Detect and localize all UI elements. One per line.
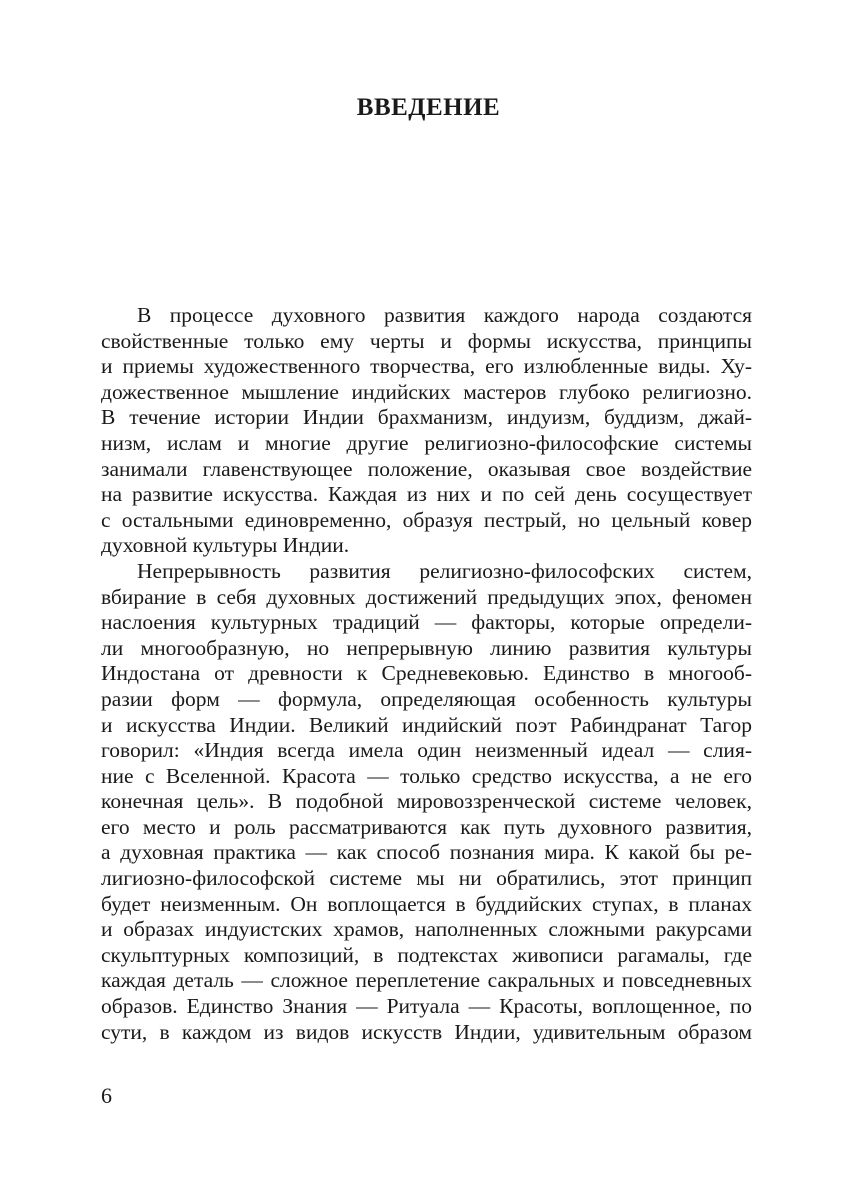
text-line: вбирание в себя духовных достижений предыдущих эпох, феномен [101, 584, 752, 609]
body-text [101, 303, 752, 1045]
text-line: конечная цель». В подобной мировоззренческой системе человек, [101, 789, 752, 814]
text-line: ли многообразную, но непрерывную линию развития культуры [101, 635, 752, 660]
text-line: В процессе духовного развития каждого народа создаются [137, 303, 752, 327]
text-line: и образах индуистских храмов, наполненных сложными ракурсами [101, 917, 752, 942]
text-line: занимали главенствующее положение, оказывая свое воздействие [101, 456, 752, 481]
text-line: и искусства Индии. Великий индийский поэт Рабиндранат Тагор [101, 712, 752, 737]
text-line: наслоения культурных традиций — факторы, которые определи- [101, 610, 752, 635]
text-line: ние с Вселенной. Красота — только средство искусства, а не его [101, 763, 752, 788]
text-line: Индостана от древности к Средневековью. Единство в многооб- [101, 661, 752, 686]
text-line: духовной культуры Индии. [101, 533, 350, 558]
text-line: а духовная практика — как способ познания мира. К какой бы ре- [101, 840, 752, 865]
text-line: лигиозно-философской системе мы ни обратились, этот принцип [101, 866, 752, 891]
text-line: и приемы художественного творчества, его излюбленные виды. Ху- [101, 354, 752, 379]
text-line: дожественное мышление индийских мастеров глубоко религиозно. [101, 379, 752, 404]
text-line: В течение истории Индии брахманизм, индуизм, буддизм, джай- [101, 405, 752, 430]
text-line: образов. Единство Знания — Ритуала — Красоты, воплощенное, по [101, 994, 752, 1019]
text-line: говорил: «Индия всегда имела один неизменный идеал — слия- [101, 738, 752, 763]
text-line: сути, в каждом из видов искусств Индии, удивительным образом [101, 1019, 752, 1044]
text-line: свойственные только ему черты и формы искусства, принципы [101, 328, 752, 353]
page-number: 6 [101, 1083, 112, 1108]
paragraph [101, 559, 752, 1045]
text-line: Непрерывность развития религиозно-философских систем, [137, 558, 752, 583]
text-line: каждая деталь — сложное переплетение сакральных и повседневных [101, 968, 752, 993]
text-line: разии форм — формула, определяющая особенность культуры [101, 686, 752, 711]
page-title: ВВЕДЕНИЕ [356, 94, 501, 121]
text-line: его место и роль рассматриваются как путь духовного развития, [101, 814, 752, 839]
text-line: скульптурных композиций, в подтекстах живописи рагамалы, где [101, 942, 752, 967]
text-line: на развитие искусства. Каждая из них и по сей день сосуществует [101, 482, 752, 507]
text-line: с остальными единовременно, образуя пестрый, но цельный ковер [101, 507, 752, 532]
text-line: будет неизменным. Он воплощается в буддийских ступах, в планах [101, 891, 752, 916]
paragraph [101, 303, 752, 559]
text-line: низм, ислам и многие другие религиозно-философские системы [101, 430, 752, 455]
